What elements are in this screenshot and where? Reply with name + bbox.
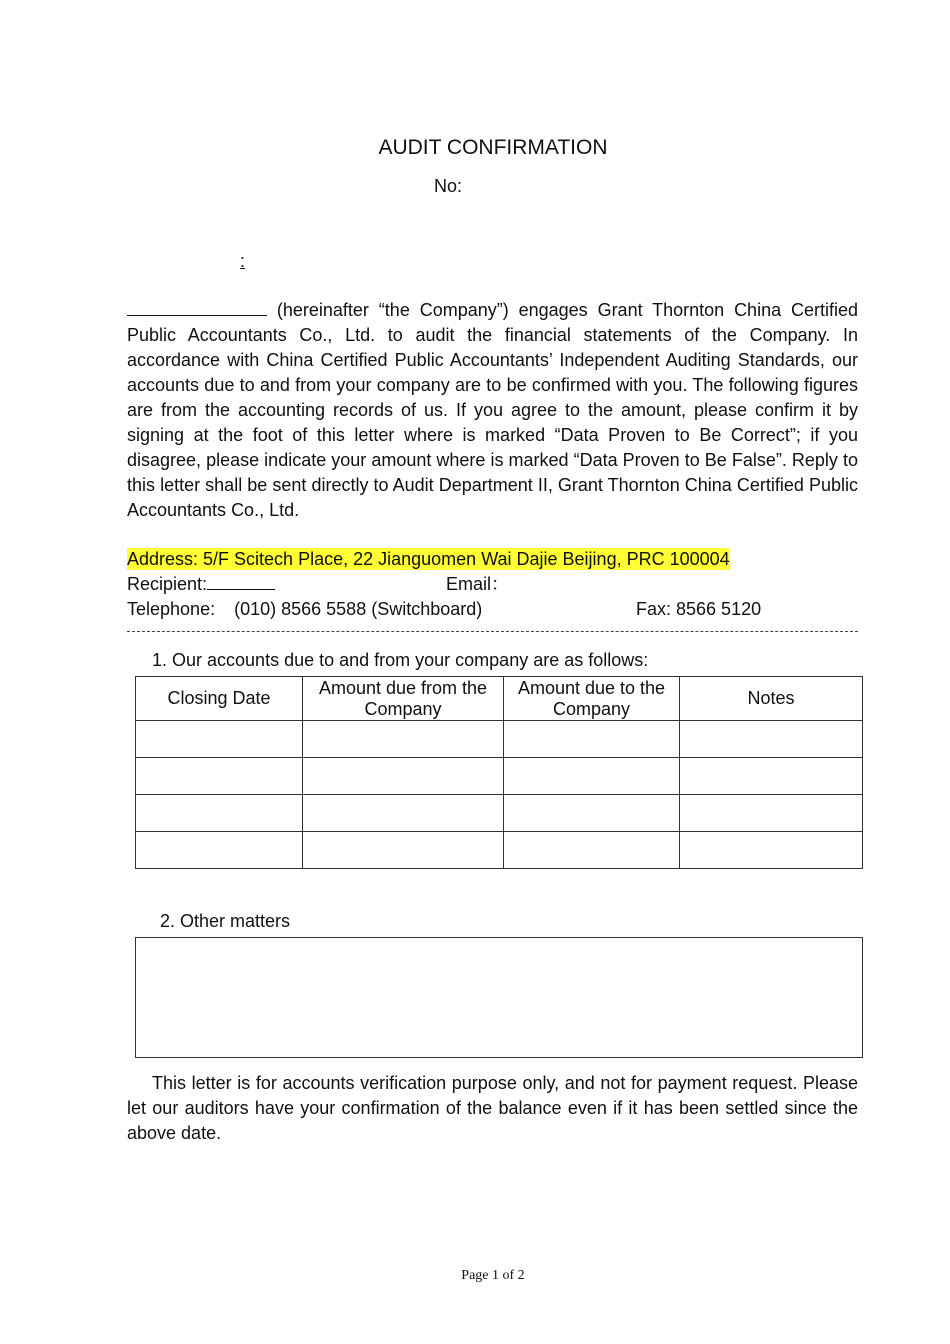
- page-number: Page 1 of 2: [461, 1268, 525, 1283]
- table-row: [136, 832, 863, 869]
- recipient-blank[interactable]: [207, 575, 275, 590]
- accounts-table: [135, 676, 863, 869]
- table-cell[interactable]: [504, 758, 680, 795]
- table-cell[interactable]: [136, 832, 303, 869]
- table-cell[interactable]: [680, 832, 863, 869]
- accounts-heading: 1. Our accounts due to and from your company are as follows:: [152, 650, 649, 670]
- table-cell[interactable]: [303, 758, 504, 795]
- addressee-line[interactable]: [127, 251, 245, 272]
- confirmation-number-label: No:: [434, 176, 463, 196]
- recipient-label: Recipient:: [127, 574, 208, 594]
- other-matters-heading: 2. Other matters: [160, 911, 291, 931]
- table-cell[interactable]: [303, 795, 504, 832]
- intro-text: (hereinafter “the Company”) engages Grant Thornton China Certified Public Accountants Co., Ltd. to audit the financial statements of the Company. In accordance with China Certified Public Accountants’ Independent Auditing Standards, our accounts due to and from your company are to be confirmed with you. The following figures are from the accounting records of us. If you agree to the amount, please confirm it by signing at the foot of this letter where is marked “Data Proven to Be Correct”; if you disagree, please indicate your amount where is marked “Data Proven to Be False”. Reply to this letter shall be sent directly to Audit Department II, Grant Thornton China Certified Public Accountants Co., Ltd.: [127, 300, 858, 520]
- auditor-address: Address: 5/F Scitech Place, 22 Jianguomen Wai Dajie Beijing, PRC 100004: [127, 549, 730, 569]
- table-cell[interactable]: [303, 721, 504, 758]
- column-amount-due-from: Amount due from the Company: [303, 677, 504, 721]
- table-cell[interactable]: [680, 758, 863, 795]
- column-notes: Notes: [680, 677, 863, 721]
- email-label: Email：: [446, 574, 510, 594]
- table-cell[interactable]: [680, 721, 863, 758]
- document-title: AUDIT CONFIRMATION: [378, 136, 608, 159]
- telephone-value: (010) 8566 5588 (Switchboard): [234, 599, 483, 619]
- closing-note: This letter is for accounts verification purpose only, and not for payment request. Please let our auditors have your confirmation of the balance even if it has been settled since the above date.: [127, 1073, 858, 1143]
- table-cell[interactable]: [136, 758, 303, 795]
- other-matters-box[interactable]: [135, 937, 863, 1058]
- table-header-row: [136, 677, 863, 721]
- table-cell[interactable]: [504, 795, 680, 832]
- table-cell[interactable]: [136, 721, 303, 758]
- column-amount-due-to: Amount due to the Company: [504, 677, 680, 721]
- telephone-line: [127, 598, 482, 620]
- table-cell[interactable]: [504, 832, 680, 869]
- company-name-blank[interactable]: [127, 301, 267, 316]
- intro-paragraph: [127, 298, 858, 523]
- table-cell[interactable]: [136, 795, 303, 832]
- divider-line: [127, 631, 858, 632]
- table-cell[interactable]: [504, 721, 680, 758]
- recipient-line: [127, 573, 275, 595]
- table-row: [136, 795, 863, 832]
- telephone-label: Telephone:: [127, 599, 216, 619]
- table-cell[interactable]: [680, 795, 863, 832]
- table-row: [136, 758, 863, 795]
- table-cell[interactable]: [303, 832, 504, 869]
- table-row: [136, 721, 863, 758]
- fax-number: Fax: 8566 5120: [636, 599, 762, 619]
- column-closing-date: Closing Date: [136, 677, 303, 721]
- addressee-colon: :: [240, 251, 246, 271]
